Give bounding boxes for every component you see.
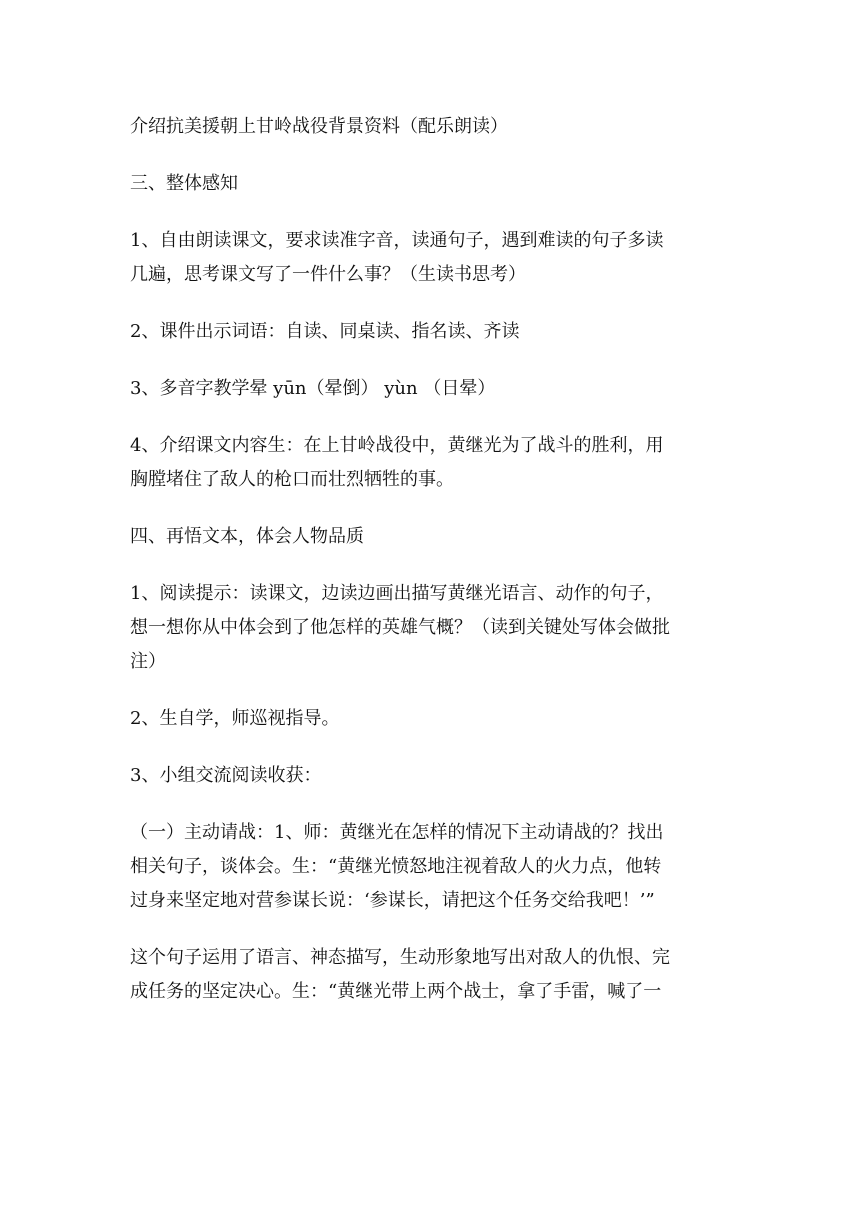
document-page	[130, 110, 740, 1032]
text-line: 几遍，思考课文写了一件什么事？（生读书思考）	[130, 264, 526, 285]
paragraph-item-1-reading-tips	[130, 577, 740, 679]
paragraph-subsection-volunteer	[130, 816, 740, 918]
paragraph-analysis-continued	[130, 941, 740, 1009]
text-line: 胸膛堵住了敌人的枪口而壮烈牺牲的事。	[130, 469, 454, 490]
text-line: 3、多音字教学晕 yūn（晕倒） yùn （日晕）	[130, 378, 496, 399]
section-heading-reread-text	[130, 520, 740, 554]
text-line: 四、再悟文本，体会人物品质	[130, 526, 364, 547]
paragraph-item-2-vocabulary	[130, 315, 740, 349]
paragraph-item-4-content	[130, 429, 740, 497]
paragraph-intro-background	[130, 110, 740, 144]
text-line: 1、阅读提示：读课文，边读边画出描写黄继光语言、动作的句子，	[130, 583, 664, 604]
text-line: 注）	[130, 651, 166, 672]
text-line: 介绍抗美援朝上甘岭战役背景资料（配乐朗读）	[130, 116, 508, 137]
paragraph-item-3-group-exchange	[130, 759, 740, 793]
text-line: 4、介绍课文内容生：在上甘岭战役中，黄继光为了战斗的胜利，用	[130, 435, 664, 456]
text-line: 这个句子运用了语言、神态描写，生动形象地写出对敌人的仇恨、完	[130, 947, 670, 968]
paragraph-item-3-polyphonic	[130, 372, 740, 406]
text-line: 成任务的坚定决心。生：“黄继光带上两个战士，拿了手雷，喊了一	[130, 981, 662, 1002]
text-line: 3、小组交流阅读收获：	[130, 765, 322, 786]
text-line: （一）主动请战：1、师：黄继光在怎样的情况下主动请战的？找出	[130, 822, 664, 843]
text-line: 1、自由朗读课文，要求读准字音，读通句子，遇到难读的句子多读	[130, 230, 664, 251]
text-line: 2、课件出示词语：自读、同桌读、指名读、齐读	[130, 321, 520, 342]
text-line: 过身来坚定地对营参谋长说：‘参谋长，请把这个任务交给我吧！’”	[130, 890, 655, 911]
paragraph-item-1-free-reading	[130, 224, 740, 292]
text-line: 2、生自学，师巡视指导。	[130, 708, 340, 729]
text-line: 想一想你从中体会到了他怎样的英雄气概？（读到关键处写体会做批	[130, 617, 670, 638]
section-heading-overall-perception	[130, 167, 740, 201]
text-line: 相关句子，谈体会。生：“黄继光愤怒地注视着敌人的火力点，他转	[130, 856, 662, 877]
text-line: 三、整体感知	[130, 173, 238, 194]
paragraph-item-2-self-study	[130, 702, 740, 736]
